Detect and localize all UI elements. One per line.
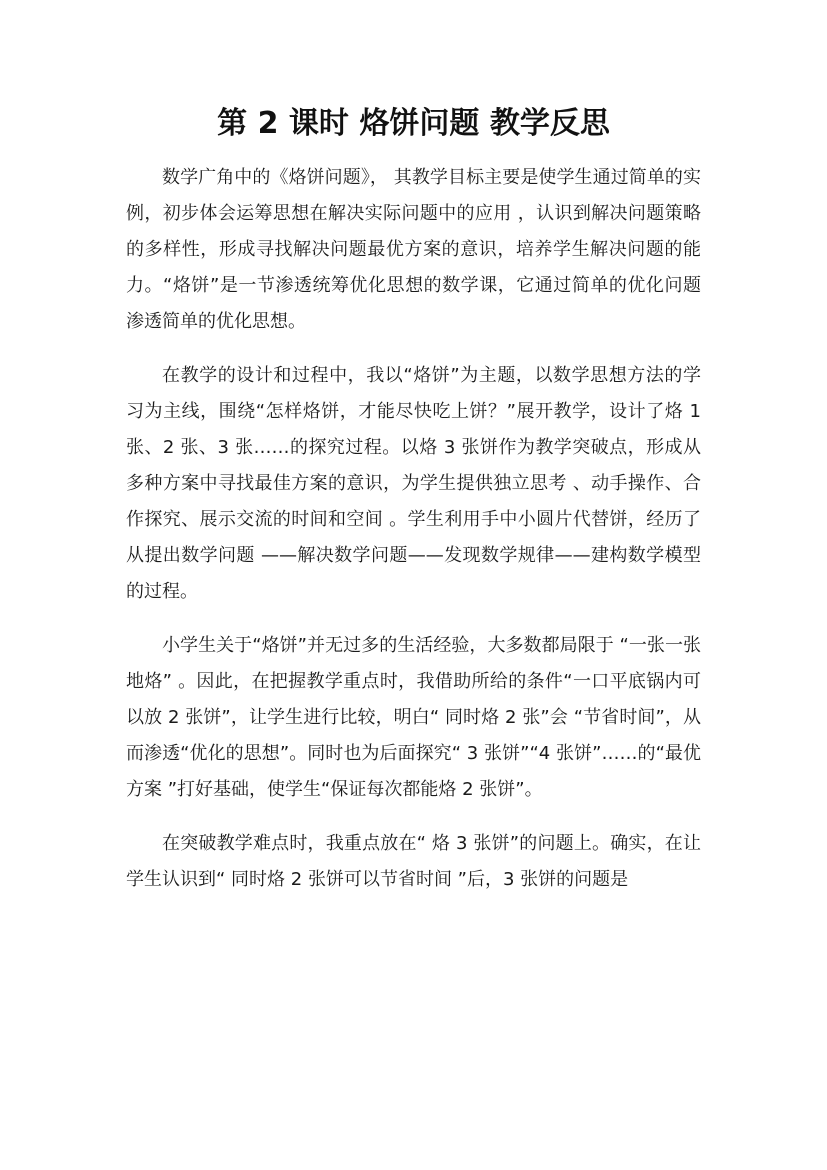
paragraph-design-process: 在教学的设计和过程中，我以“烙饼”为主题，以数学思想方法的学习为主线，围绕“怎样烙饼，才能尽快吃上饼？”展开教学，设计了烙 1 张、2 张、3 张……的探究过程。以烙 3 张饼作为教学突破点，形成从多种方案中寻找最佳方案的意识，为学生提供独立思考 、动手操作、合作探究、展示交流的时间和空间 。学生利用手中小圆片代替饼，经历了从提出数学问题 ——解决数学问题——发现数学规律——建构数学模型的过程。 bbox=[126, 365, 701, 602]
document-title: 第 2 课时 烙饼问题 教学反思 bbox=[217, 106, 610, 141]
paragraph-key-point: 小学生关于“烙饼”并无过多的生活经验，大多数都局限于 “一张一张地烙” 。因此，在把握教学重点时，我借助所给的条件“一口平底锅内可以放 2 张饼”，让学生进行比较，明白“ 同时烙 2 张”会 “节省时间”，从而渗透“优化的思想”。同时也为后面探究“ 3 张饼”“4 张饼”……的“最优方案 ”打好基础，使学生“保证每次都能烙 2 张饼”。 bbox=[126, 635, 701, 800]
paragraph-intro: 数学广角中的《烙饼问题》， 其教学目标主要是使学生通过简单的实例，初步体会运筹思想在解决实际问题中的应用 ，认识到解决问题策略的多样性，形成寻找解决问题最优方案的意识，培养学生解决问题的能力。“烙饼”是一节渗透统筹优化思想的数学课，它通过简单的优化问题渗透简单的优化思想。 bbox=[126, 167, 701, 332]
document-body bbox=[126, 160, 701, 916]
paragraph-difficulty: 在突破教学难点时，我重点放在“ 烙 3 张饼”的问题上。确实，在让学生认识到“ 同时烙 2 张饼可以节省时间 ”后，3 张饼的问题是 bbox=[126, 833, 701, 890]
